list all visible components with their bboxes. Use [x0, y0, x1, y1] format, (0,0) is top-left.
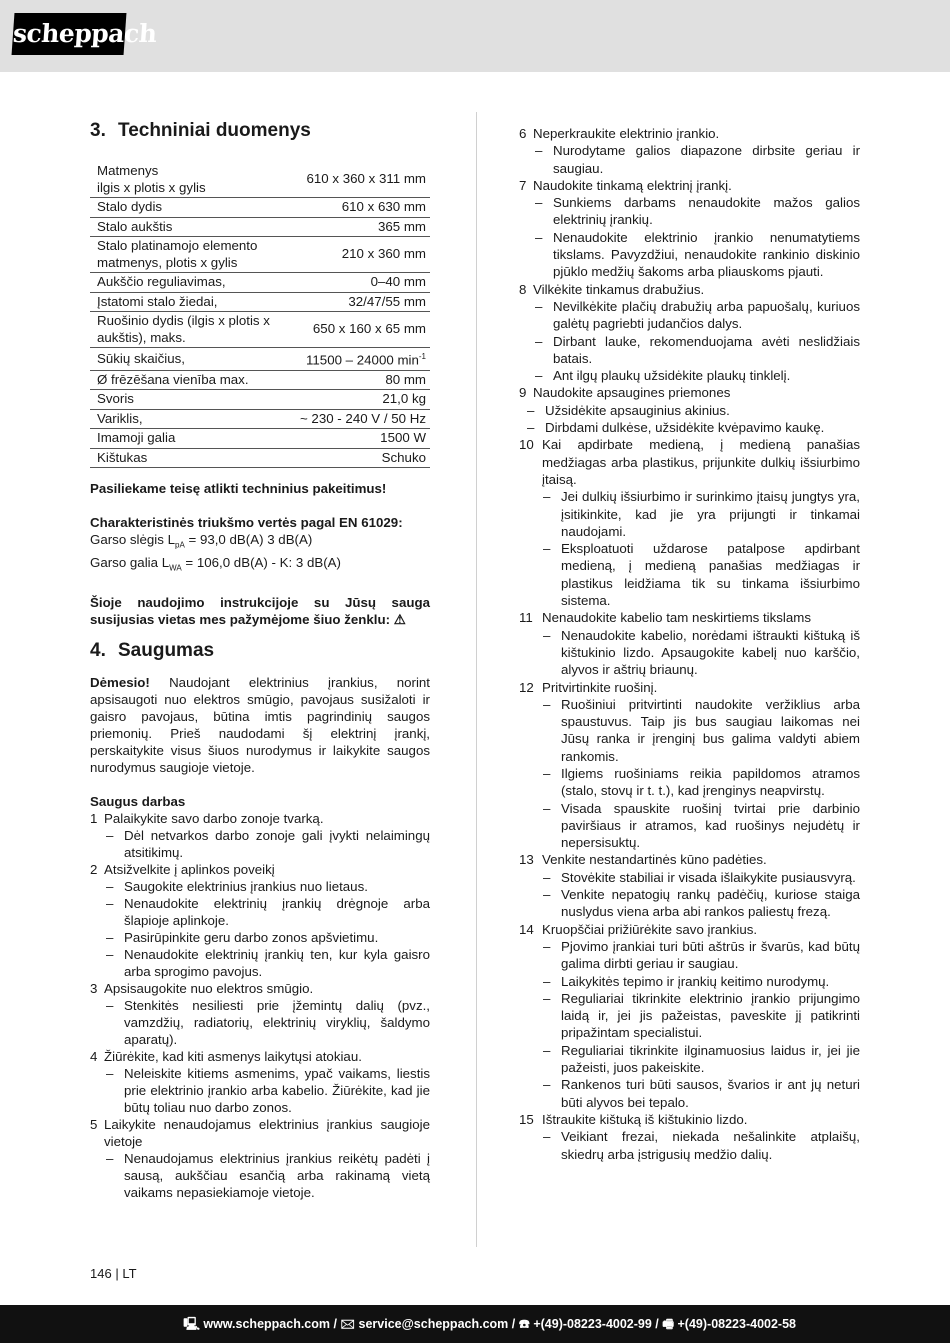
- list-subitem: – Stovėkite stabiliai ir visada išlaikykite pusiausvyrą.: [543, 869, 856, 885]
- list-subitem: – Sunkiems darbams nenaudokite mažos galios elektrinių įrankių.: [535, 195, 860, 228]
- list-subitem: – Nevilkėkite plačių drabužių arba papuošalų, kuriuos galėtų pagriebti judančios dalys.: [535, 298, 860, 332]
- spec-value: 650 x 160 x 65 mm: [293, 312, 430, 348]
- list-item: 7 Naudokite tinkamą elektrinį įrankį.: [519, 177, 732, 193]
- list-subitem: – Nenaudojamus elektrinius įrankius reikėtų padėti į sausą, aukščiau esančią arba rakinamą vietą vaikams nepasiekiamoje vietoje.: [106, 1150, 430, 1200]
- spec-row: [90, 429, 430, 449]
- safety-symbol-note: Šioje naudojimo instrukcijoje su Jūsų sauga susijusias vietas mes pažymėjome šiuo ženklu: ⚠: [90, 594, 430, 627]
- spec-row: [90, 273, 430, 293]
- spec-label: Matmenys ilgis x plotis x gylis: [90, 162, 293, 198]
- list-item: 12 Pritvirtinkite ruošinį.: [519, 679, 658, 695]
- safe-work-heading: Saugus darbas: [90, 793, 186, 809]
- reserve-note: Pasiliekame teisę atlikti techninius pakeitimus!: [90, 481, 387, 497]
- list-subitem: – Nenaudokite elektrinio įrankio nenumatytiems tikslams. Pavyzdžiui, nenaudokite rankinio diskinio pjūklo medžių šakoms arba pliauskoms pjauti.: [535, 229, 860, 280]
- list-subitem: – Nenaudokite elektrinių įrankių drėgnoje arba šlapioje aplinkoje.: [106, 895, 430, 928]
- list-subitem: – Reguliariai tikrinkite ilginamuosius laidus ir, jei jie pažeisti, juos pakeiskite.: [543, 1042, 860, 1076]
- spec-label: Stalo aukštis: [90, 217, 293, 237]
- list-item: 15 Ištraukite kištuką iš kištukinio lizdo.: [519, 1111, 748, 1127]
- spec-value: ~ 230 - 240 V / 50 Hz: [293, 409, 430, 429]
- spec-row: [90, 370, 430, 390]
- spec-table: [90, 162, 430, 468]
- page-number: 146 | LT: [90, 1266, 137, 1281]
- list-subitem: – Reguliariai tikrinkite elektrinio įrankio prijungimo laidą ir, jei jis pažeistas, paveskite jį patikrinti pripažintam specialistui.: [543, 990, 860, 1041]
- list-subitem: – Saugokite elektrinius įrankius nuo lietaus.: [106, 878, 368, 894]
- spec-value: 1500 W: [293, 429, 430, 449]
- spec-row: [90, 237, 430, 273]
- list-subitem: – Nenaudokite elektrinių įrankių ten, kur kyla gaisro arba sprogimo pavojus.: [106, 946, 430, 979]
- footer-contacts: 🖳 www.scheppach.com / 🖂 service@scheppach.com / ☎ +(49)-08223-4002-99 / 🖷 +(49)-08223-4002-58: [183, 1317, 796, 1331]
- list-subitem: – Ruošiniui pritvirtinti naudokite veržiklius arba spaustuvus. Taip jis bus saugiau laikomas nei Jūsų ranka ir įrenginį bus galima valdyti abiem rankomis.: [543, 696, 860, 764]
- list-item: 6 Neperkraukite elektrinio įrankio.: [519, 126, 720, 141]
- list-subitem: – Ant ilgų plaukų užsidėkite plaukų tinklelį.: [535, 368, 791, 384]
- list-item: 11 Nenaudokite kabelio tam neskirtiems tikslams: [519, 610, 812, 626]
- attention-paragraph: Dėmesio! Naudojant elektrinius įrankius, norint apsisaugoti nuo elektros smūgio, pavojaus susižaloti ir gaisro pavojaus, būtina imtis pagrindinių saugos priemonių. Prieš naudodami šį elektrinį įrankį, perskaitykite visus šiuos nurodymus ir laikykite saugos nurodymus saugioje vietoje.: [90, 674, 430, 775]
- spec-label: Stalo platinamojo elemento matmenys, plotis x gylis: [90, 237, 293, 273]
- spec-label: Įstatomi stalo žiedai,: [90, 292, 293, 312]
- list-item: 13 Venkite nestandartinės kūno padėties.: [519, 852, 767, 868]
- spec-row: [90, 292, 430, 312]
- list-subitem: – Neleiskite kitiems asmenims, ypač vaikams, liestis prie elektrinio įrankio arba kabelio. Žiūrėkite, kad jie būtų toliau nuo darbo zonos.: [106, 1065, 430, 1115]
- page-footer: [0, 1305, 950, 1343]
- list-subitem: – Dirbdami dulkėse, užsidėkite kvėpavimo kaukę.: [527, 420, 825, 436]
- list-subitem: – Dėl netvarkos darbo zonoje gali įvykti nelaimingų atsitikimų.: [106, 827, 430, 860]
- spec-value: 610 x 630 mm: [293, 198, 430, 218]
- list-item: 4 Žiūrėkite, kad kiti asmenys laikytųsi atokiau.: [90, 1048, 362, 1064]
- list-subitem: – Veikiant frezai, niekada nešalinkite atplaišų, skiedrų arba įstrigusių medžio dalių.: [543, 1129, 860, 1162]
- list-subitem: – Nurodytame galios diapazone dirbsite geriau ir saugiau.: [535, 143, 860, 176]
- list-subitem: – Jei dulkių išsiurbimo ir surinkimo įtaisų jungtys yra, įsitikinkite, kad jie yra prijungti ir tinkamai naudojami.: [543, 489, 860, 539]
- spec-label: Variklis,: [90, 409, 293, 429]
- spec-row: [90, 198, 430, 218]
- spec-value: 610 x 360 x 311 mm: [293, 162, 430, 198]
- list-subitem: – Eksploatuoti uždarose patalpose apdirbant medieną, į medieną panašias medžiagas ir plastikus leidžiama tik su tinkama išsiurbimo sistema.: [543, 541, 860, 609]
- noise-power: Garso galia $L_{WA} = 106,0$ dB(A) - K: 3 dB(A): [90, 555, 341, 573]
- spec-label: Ruošinio dydis (ilgis x plotis x aukštis), maks.: [90, 312, 293, 348]
- spec-label: Stalo dydis: [90, 198, 293, 218]
- spec-row: [90, 348, 430, 371]
- list-item: 2 Atsižvelkite į aplinkos poveikį: [90, 861, 275, 877]
- spec-value: 21,0 kg: [293, 390, 430, 410]
- list-item: 9 Naudokite apsaugines priemones: [519, 385, 731, 401]
- brand-logo: scheppach: [12, 13, 127, 55]
- spec-row: [90, 162, 430, 198]
- spec-value: Schuko: [293, 448, 430, 468]
- list-subitem: – Pasirūpinkite geru darbo zonos apšvietimu.: [106, 929, 379, 945]
- spec-value: 80 mm: [293, 370, 430, 390]
- list-subitem: – Ilgiems ruošiniams reikia papildomos atramos (stalo, stovų ir t. t.), kad įrenginys neapvirstų.: [543, 765, 860, 799]
- section-3-heading: 3. Techniniai duomenys: [90, 120, 311, 141]
- list-item: 8 Vilkėkite tinkamus drabužius.: [519, 281, 705, 297]
- spec-value: 210 x 360 mm: [293, 237, 430, 273]
- spec-label: Svoris: [90, 390, 293, 410]
- list-subitem: – Nenaudokite kabelio, norėdami ištraukti kištuką iš kištukinio lizdo. Apsaugokite kabelį nuo karščio, alyvos ir aštrių briaunų.: [543, 627, 860, 678]
- list-item: 14 Kruopščiai prižiūrėkite savo įrankius.: [519, 921, 758, 937]
- spec-value: 365 mm: [293, 217, 430, 237]
- noise-title: Charakteristinės triukšmo vertės pagal EN 61029:: [90, 515, 403, 531]
- spec-row: [90, 448, 430, 468]
- right-column: [519, 125, 860, 1163]
- left-column: [90, 118, 430, 1201]
- list-subitem: – Venkite nepatogių rankų padėčių, kuriose staiga nuslydus viena arba abi rankos paliestų frezą.: [543, 887, 860, 920]
- spec-label: Kištukas: [90, 448, 293, 468]
- list-item: 10 Kai apdirbate medieną, į medieną panašias medžiagas arba plastikus, prijunkite dulkių išsiurbimo įtaisą.: [519, 437, 860, 487]
- spec-row: [90, 217, 430, 237]
- list-subitem: – Pjovimo įrankiai turi būti aštrūs ir švarūs, kad būtų galima dirbti geriau ir saugiau.: [543, 938, 860, 972]
- list-subitem: – Rankenos turi būti sausos, švarios ir ant jų neturi būti alyvos bei tepalo.: [543, 1077, 860, 1110]
- noise-pressure: Garso slėgis $L_{pA} = 93,0$ dB(A) 3 dB(A): [90, 532, 313, 551]
- spec-value: 11500 – 24000 $\min^{-1}$: [293, 348, 430, 371]
- spec-value: 0–40 mm: [293, 273, 430, 293]
- spec-label: Imamoji galia: [90, 429, 293, 449]
- spec-label: Aukščio reguliavimas,: [90, 273, 293, 293]
- spec-label: Ø frēzēšana vienība max.: [90, 370, 293, 390]
- spec-row: [90, 390, 430, 410]
- spec-label: Sūkių skaičius,: [90, 348, 293, 371]
- spec-row: [90, 409, 430, 429]
- list-item: 5 Laikykite nenaudojamus elektrinius įrankius saugioje vietoje: [90, 1116, 430, 1149]
- list-subitem: – Laikykitės tepimo ir įrankių keitimo nurodymų.: [543, 973, 830, 989]
- list-subitem: – Visada spauskite ruošinį tvirtai prie darbinio paviršiaus ir atramos, kad ruošinys nejudėtų ir nepersisuktų.: [543, 800, 860, 851]
- spec-row: [90, 312, 430, 348]
- column-divider: [476, 112, 477, 1247]
- list-subitem: – Užsidėkite apsauginius akinius.: [527, 402, 730, 418]
- safety-list-left: [90, 810, 430, 1201]
- list-subitem: – Dirbant lauke, rekomenduojama avėti neslidžiais batais.: [535, 333, 860, 366]
- spec-value: 32/47/55 mm: [293, 292, 430, 312]
- list-item: 1 Palaikykite savo darbo zonoje tvarką.: [90, 810, 324, 826]
- list-item: 3 Apsisaugokite nuo elektros smūgio.: [90, 980, 314, 996]
- safety-list-right: [519, 125, 860, 1163]
- section-4-heading: 4. Saugumas: [90, 639, 215, 661]
- page-header: [0, 0, 950, 72]
- list-subitem: – Stenkitės nesiliesti prie įžemintų dalių (pvz., vamzdžių, radiatorių, elektrinių viryklių, šaldymo aparatų).: [106, 997, 430, 1047]
